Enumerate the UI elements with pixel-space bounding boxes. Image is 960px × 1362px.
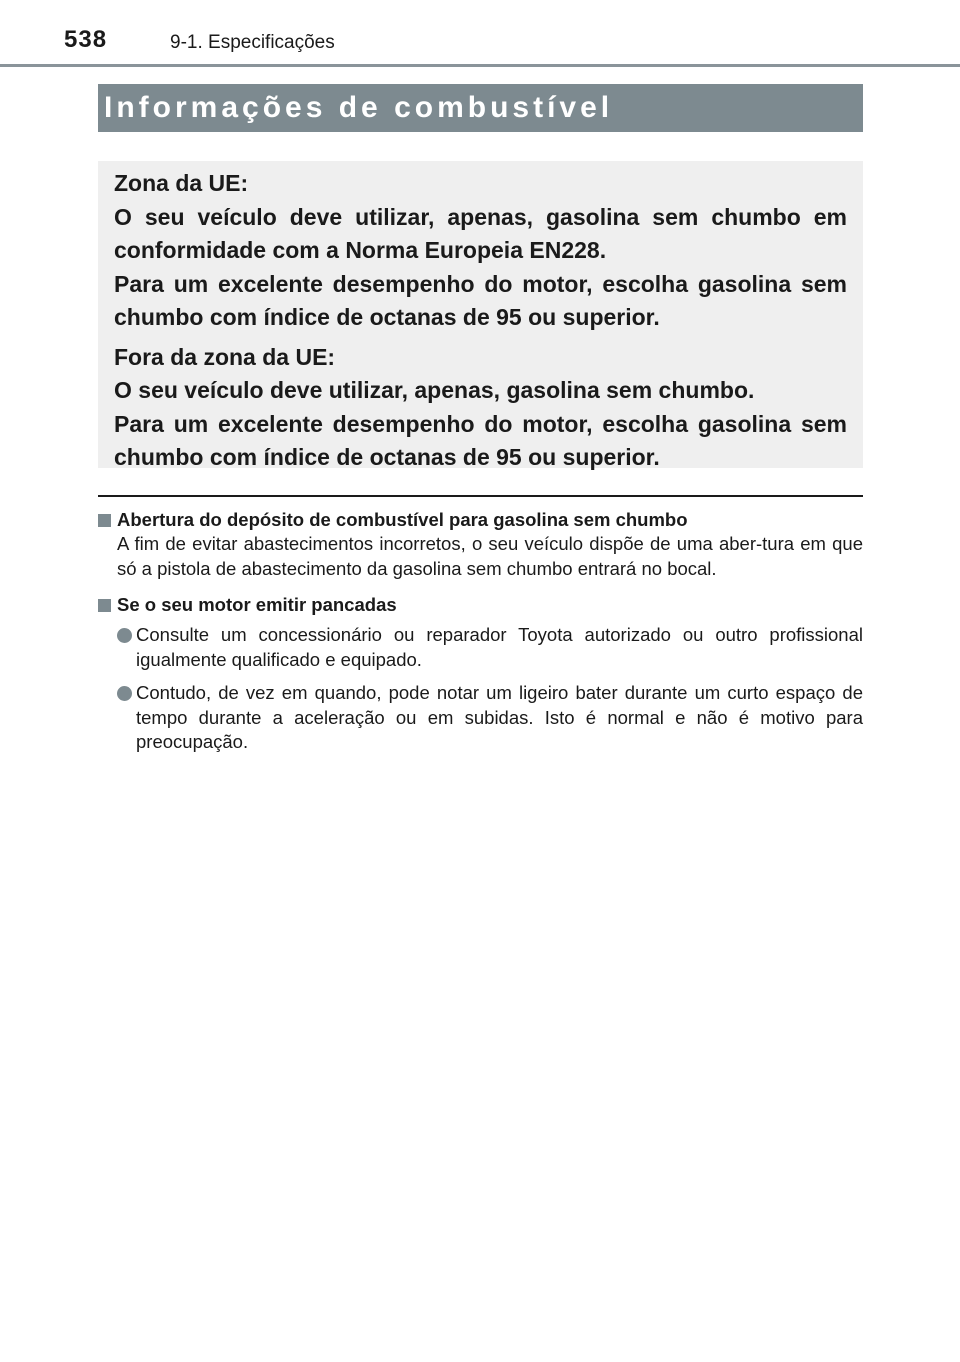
circle-bullet-icon — [117, 686, 132, 701]
non-eu-zone-octane: Para um excelente desempenho do motor, escolha gasolina sem chumbo com índice de octanas de 95 ou superior. — [114, 410, 847, 470]
page-number: 538 — [64, 26, 108, 53]
eu-zone-octane: Para um excelente desempenho do motor, escolha gasolina sem chumbo com índice de octanas de 95 ou superior. — [114, 270, 847, 330]
fuel-opening-text: A fim de evitar abastecimentos incorretos, o seu veículo dispõe de uma aber-tura em que só a pistola de abastecimento da gasolina sem chumbo entrará no bocal. — [117, 533, 863, 579]
spacer — [98, 581, 863, 593]
circle-bullet-icon — [117, 628, 132, 643]
eu-zone-paragraph — [114, 167, 847, 335]
engine-knock-heading — [98, 593, 863, 617]
header-rule — [0, 64, 960, 67]
section-divider — [98, 495, 863, 497]
engine-knock-heading-text: Se o seu motor emitir pancadas — [117, 594, 397, 615]
section-label: 9-1. Especificações — [170, 32, 335, 53]
content-area — [98, 508, 863, 755]
list-item — [117, 681, 863, 755]
title-bar — [98, 84, 863, 132]
fuel-info-box — [98, 161, 863, 468]
square-bullet-icon — [98, 514, 111, 527]
non-eu-zone-heading: Fora da zona da UE: — [114, 343, 336, 370]
eu-zone-requirement: O seu veículo deve utilizar, apenas, gasolina sem chumbo em conformidade com a Norma Europeia EN228. — [114, 203, 847, 263]
list-item — [117, 623, 863, 672]
fuel-opening-heading-text: Abertura do depósito de combustível para gasolina sem chumbo — [117, 509, 688, 530]
page-header — [0, 0, 960, 68]
list-item-text: Contudo, de vez em quando, pode notar um ligeiro bater durante um curto espaço de tempo durante a aceleração ou em subidas. Isto é normal e não é motivo para preocupação. — [136, 682, 863, 752]
eu-zone-heading: Zona da UE: — [114, 170, 249, 196]
square-bullet-icon — [98, 599, 111, 612]
list-item-text: Consulte um concessionário ou reparador Toyota autorizado ou outro profissional igualmente qualificado e equipado. — [136, 624, 863, 670]
non-eu-zone-paragraph — [114, 341, 847, 475]
page-title: Informações de combustível — [104, 91, 614, 124]
non-eu-zone-requirement: O seu veículo deve utilizar, apenas, gasolina sem chumbo. — [114, 377, 755, 403]
fuel-opening-heading — [98, 508, 863, 532]
